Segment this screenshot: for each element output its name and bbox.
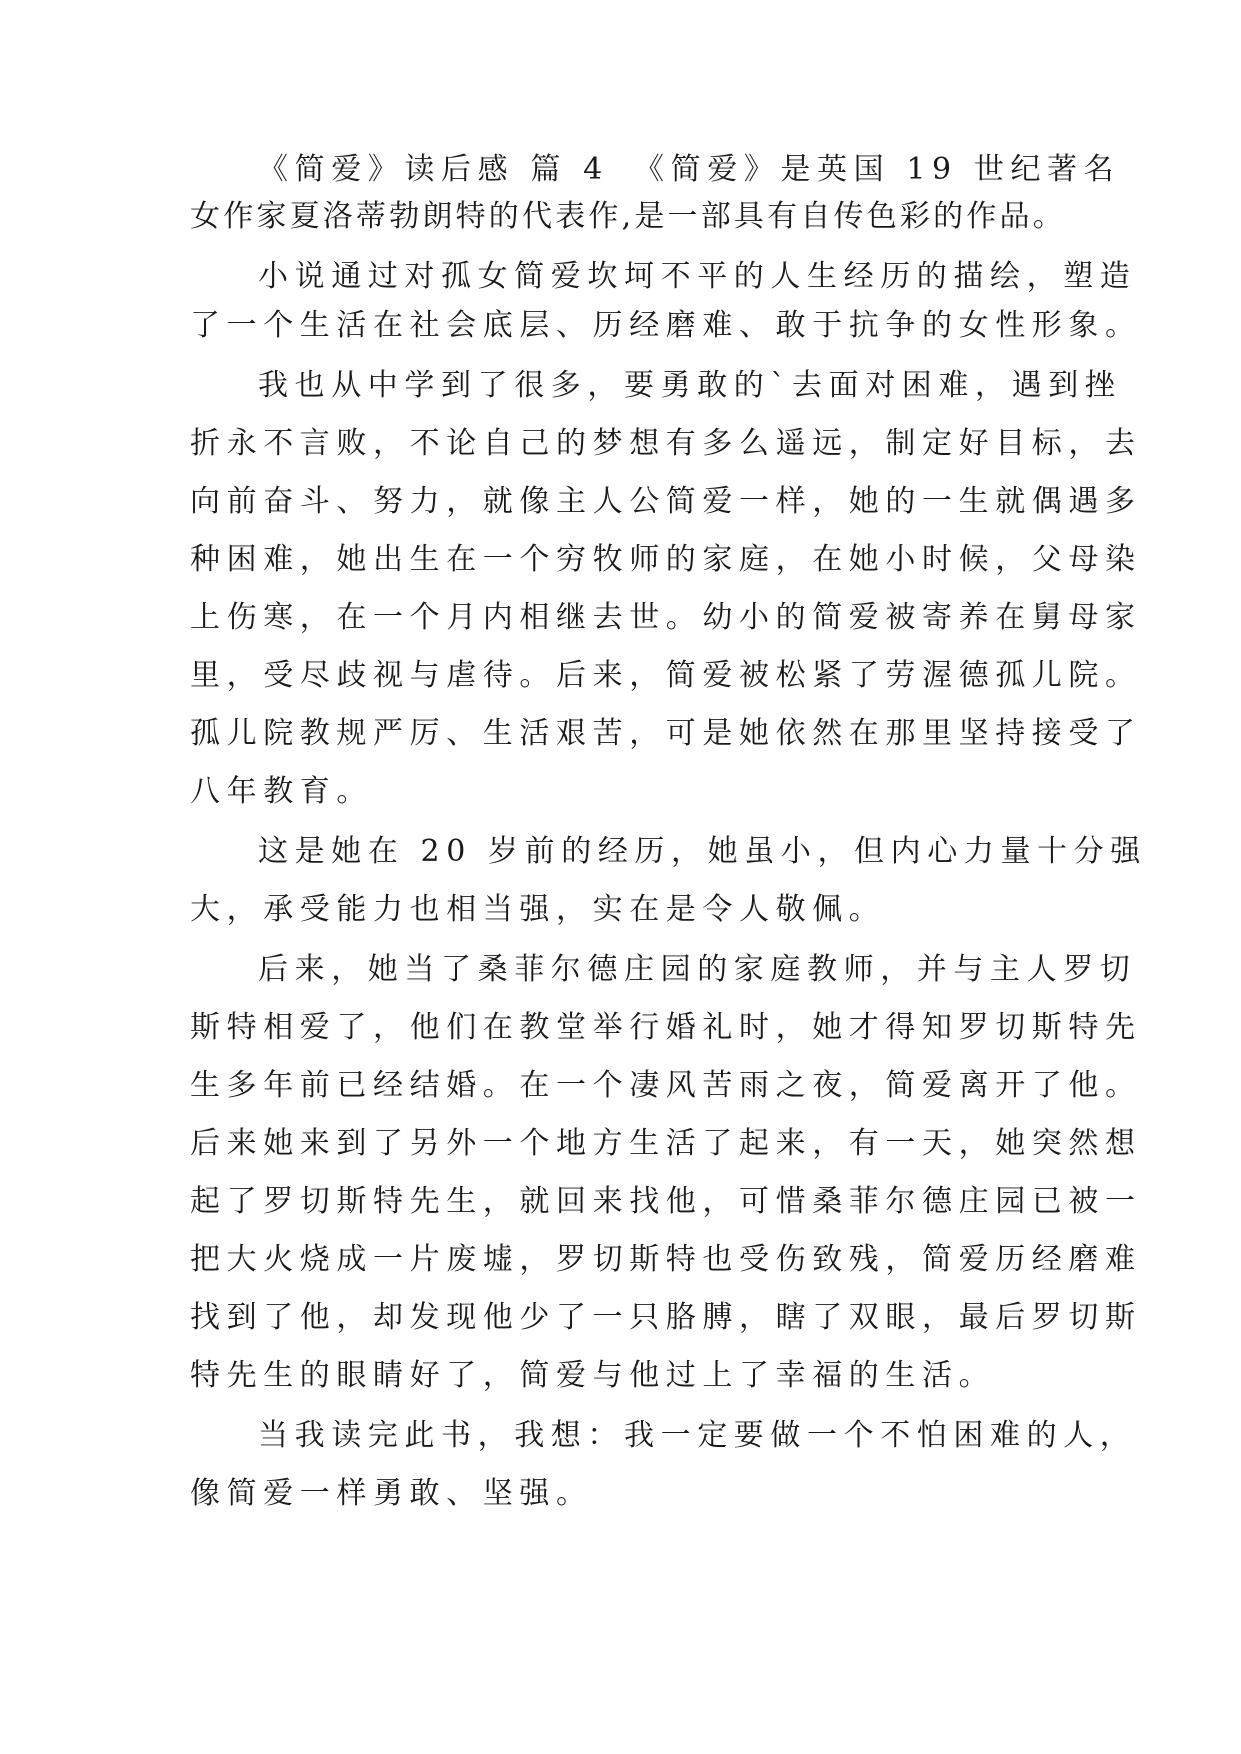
paragraph-line-17: 生多年前已经结婚。在一个凄风苦雨之夜，简爱离开了他。 <box>190 1068 1142 1103</box>
paragraph-line-16: 斯特相爱了，他们在教堂举行婚礼时，她才得知罗切斯特先 <box>190 1010 1142 1045</box>
paragraph-line-1: 《简爱》是英国 19 世纪著名 <box>634 152 1121 187</box>
paragraph-line-19: 起了罗切斯特先生，就回来找他，可惜桑菲尔德庄园已被一 <box>190 1184 1142 1219</box>
paragraph-line-11: 孤儿院教规严厉、生活艰苦，可是她依然在那里坚持接受了 <box>190 716 1142 751</box>
paragraph-line-10: 里，受尽歧视与虐待。后来，简爱被松紧了劳渥德孤儿院。 <box>190 658 1142 693</box>
paragraph-line-6: 折永不言败，不论自己的梦想有多么遥远，制定好目标，去 <box>190 426 1142 461</box>
paragraph-line-14: 大，承受能力也相当强，实在是令人敬佩。 <box>190 892 886 927</box>
essay-title: 《简爱》读后感 篇 4 <box>258 152 609 187</box>
paragraph-line-15: 后来，她当了桑菲尔德庄园的家庭教师，并与主人罗切 <box>258 952 1137 987</box>
paragraph-line-24: 像简爱一样勇敢、坚强。 <box>190 1476 593 1511</box>
paragraph-line-4: 了一个生活在社会底层、历经磨难、敢于抗争的女性形象。 <box>190 308 1142 343</box>
paragraph-line-12: 八年教育。 <box>190 774 373 809</box>
paragraph-line-8: 种困难，她出生在一个穷牧师的家庭，在她小时候，父母染 <box>190 542 1142 577</box>
paragraph-line-21: 找到了他，却发现他少了一只胳膊，瞎了双眼，最后罗切斯 <box>190 1300 1142 1335</box>
paragraph-line-9: 上伤寒，在一个月内相继去世。幼小的简爱被寄养在舅母家 <box>190 600 1142 635</box>
paragraph-line-13: 这是她在 20 岁前的经历，她虽小，但内心力量十分强 <box>258 834 1147 869</box>
paragraph-line-3: 小说通过对孤女简爱坎坷不平的人生经历的描绘，塑造 <box>258 259 1137 294</box>
paragraph-line-7: 向前奋斗、努力，就像主人公简爱一样，她的一生就偶遇多 <box>190 484 1142 519</box>
paragraph-line-18: 后来她来到了另外一个地方生活了起来，有一天，她突然想 <box>190 1126 1142 1161</box>
paragraph-line-22: 特先生的眼睛好了，简爱与他过上了幸福的生活。 <box>190 1358 996 1393</box>
paragraph-line-23: 当我读完此书，我想：我一定要做一个不怕困难的人， <box>258 1418 1137 1453</box>
paragraph-line-20: 把大火烧成一片废墟，罗切斯特也受伤致残，简爱历经磨难 <box>190 1242 1142 1277</box>
paragraph-line-2: 女作家夏洛蒂勃朗特的代表作,是一部具有自传色彩的作品。 <box>190 199 1066 234</box>
paragraph-line-5: 我也从中学到了很多，要勇敢的`去面对困难，遇到挫 <box>258 368 1122 403</box>
